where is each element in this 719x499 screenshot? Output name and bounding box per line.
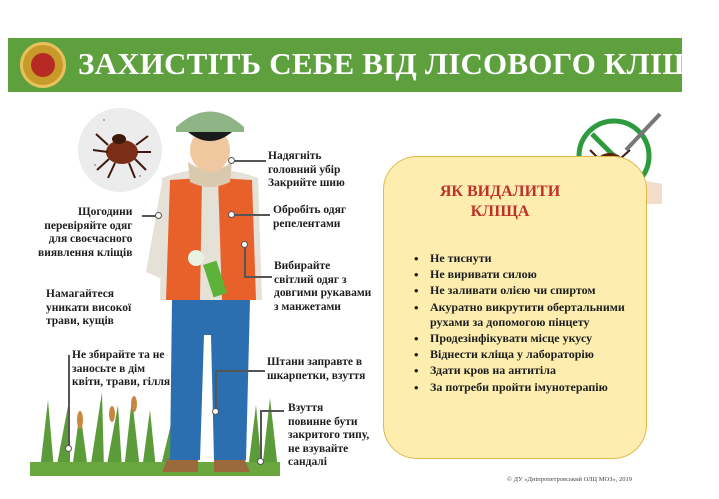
tip-headwear: Надягніть головний убір Закрийте шию [268, 150, 345, 189]
footer-credit: © ДУ «Дніпропетровський ОЛЦ МОЗ», 2019 [507, 476, 632, 483]
removal-title: ЯК ВИДАЛИТИ КЛІЩА [439, 183, 561, 220]
list-item: • Віднести кліща у лабораторію [412, 347, 642, 362]
list-item: • Не заливати олією чи спиртом [412, 283, 642, 298]
tip-avoid-grass: Намагайтеся уникати високої трави, кущів [46, 288, 132, 327]
tip-trousers: Штани заправте в шкарпетки, взуття [267, 356, 366, 382]
tip-long-sleeves: Вибирайте світлий одяг з довгими рукавами з манжетами [274, 260, 372, 313]
list-item: • За потреби пройти імунотерапію [412, 380, 642, 395]
list-item: • Не тиснути [412, 251, 642, 266]
tip-daily-check: Щогодини перевіряйте одяг для своєчасного виявлення кліщів [38, 206, 133, 259]
tip-repellent: Обробіть одяг репелентами [273, 204, 347, 230]
removal-steps-list [412, 251, 642, 396]
list-item: • Здати кров на антитіла [412, 363, 642, 378]
list-item: • Продезінфікувати місце укусу [412, 331, 642, 346]
list-item: • Не виривати силою [412, 267, 642, 282]
tip-no-flowers: Не збирайте та не заносьте в дім квіти, трави, гілля [72, 349, 171, 388]
tick-magnified-icon [78, 108, 162, 192]
list-item: • Акуратно викрутити обертальними рухами за допомогою пінцету [412, 300, 642, 330]
tip-closed-shoes: Взуття повинне бути закритого типу, не взувайте сандалі [288, 402, 370, 468]
page-title: ЗАХИСТІТЬ СЕБЕ ВІД ЛІСОВОГО КЛІЩА [78, 46, 719, 81]
